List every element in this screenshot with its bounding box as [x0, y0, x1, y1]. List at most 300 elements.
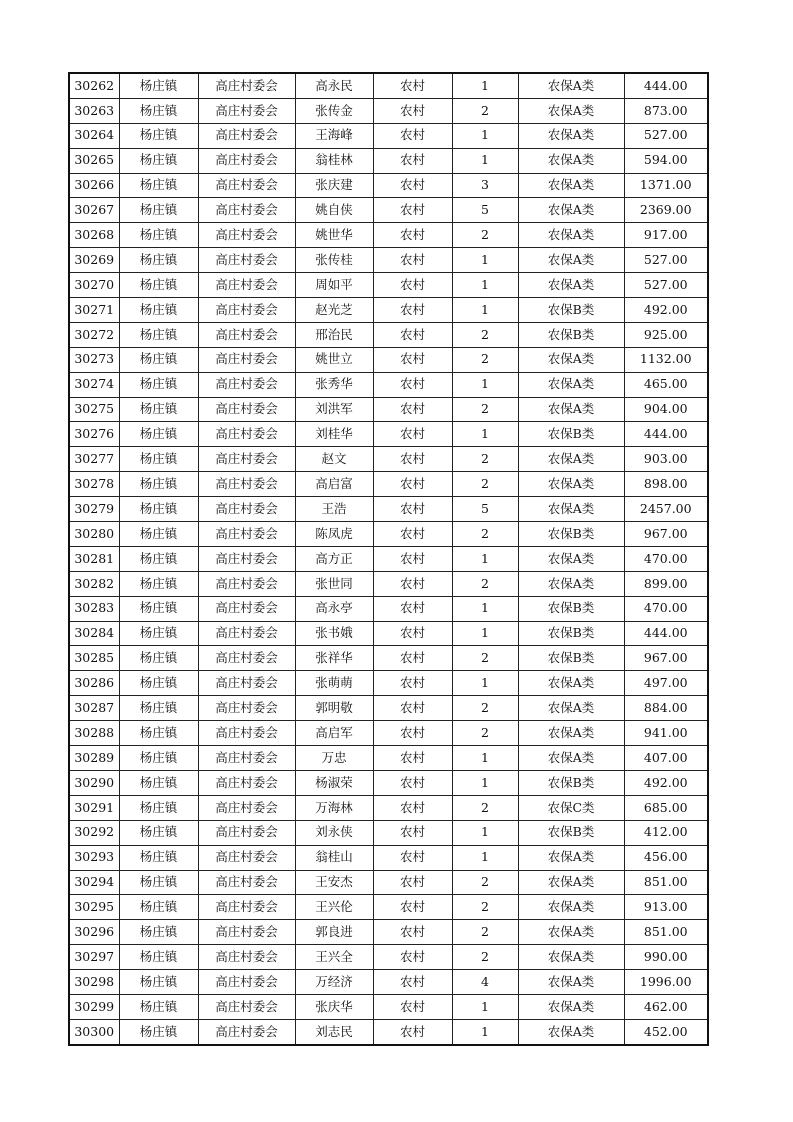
- record-id-cell: 30272: [69, 322, 119, 347]
- area-type-cell: 农村: [373, 422, 452, 447]
- town-cell: 杨庄镇: [119, 870, 198, 895]
- insurance-class-cell: 农保A类: [518, 945, 624, 970]
- insurance-class-cell: 农保A类: [518, 472, 624, 497]
- record-id-cell: 30266: [69, 173, 119, 198]
- table-row: [69, 298, 708, 323]
- table-row: [69, 845, 708, 870]
- name-cell: 杨淑荣: [295, 770, 373, 795]
- table-row: [69, 721, 708, 746]
- town-cell: 杨庄镇: [119, 397, 198, 422]
- area-type-cell: 农村: [373, 721, 452, 746]
- name-cell: 刘永侠: [295, 820, 373, 845]
- insurance-class-cell: 农保A类: [518, 970, 624, 995]
- insurance-class-cell: 农保C类: [518, 795, 624, 820]
- insurance-class-cell: 农保A类: [518, 497, 624, 522]
- insurance-class-cell: 农保B类: [518, 322, 624, 347]
- insurance-class-cell: 农保A类: [518, 845, 624, 870]
- household-size-cell: 2: [452, 347, 518, 372]
- table-row: [69, 820, 708, 845]
- record-id-cell: 30298: [69, 970, 119, 995]
- area-type-cell: 农村: [373, 522, 452, 547]
- town-cell: 杨庄镇: [119, 746, 198, 771]
- name-cell: 高启军: [295, 721, 373, 746]
- village-committee-cell: 高庄村委会: [198, 223, 295, 248]
- record-id-cell: 30280: [69, 522, 119, 547]
- name-cell: 赵光芝: [295, 298, 373, 323]
- record-id-cell: 30262: [69, 73, 119, 98]
- household-size-cell: 1: [452, 123, 518, 148]
- record-id-cell: 30264: [69, 123, 119, 148]
- household-size-cell: 2: [452, 571, 518, 596]
- area-type-cell: 农村: [373, 497, 452, 522]
- town-cell: 杨庄镇: [119, 273, 198, 298]
- name-cell: 张传桂: [295, 248, 373, 273]
- name-cell: 邢治民: [295, 322, 373, 347]
- village-committee-cell: 高庄村委会: [198, 1019, 295, 1044]
- insurance-class-cell: 农保A类: [518, 1019, 624, 1044]
- table-row: [69, 497, 708, 522]
- name-cell: 张祥华: [295, 646, 373, 671]
- household-size-cell: 1: [452, 273, 518, 298]
- insurance-class-cell: 农保A类: [518, 746, 624, 771]
- town-cell: 杨庄镇: [119, 98, 198, 123]
- insurance-class-cell: 农保B类: [518, 621, 624, 646]
- area-type-cell: 农村: [373, 646, 452, 671]
- area-type-cell: 农村: [373, 596, 452, 621]
- insurance-class-cell: 农保B类: [518, 596, 624, 621]
- area-type-cell: 农村: [373, 920, 452, 945]
- insurance-class-cell: 农保B类: [518, 298, 624, 323]
- record-id-cell: 30288: [69, 721, 119, 746]
- household-size-cell: 2: [452, 98, 518, 123]
- area-type-cell: 农村: [373, 945, 452, 970]
- household-size-cell: 1: [452, 422, 518, 447]
- table-row: [69, 522, 708, 547]
- name-cell: 王海峰: [295, 123, 373, 148]
- town-cell: 杨庄镇: [119, 322, 198, 347]
- town-cell: 杨庄镇: [119, 198, 198, 223]
- insurance-class-cell: 农保A类: [518, 671, 624, 696]
- household-size-cell: 2: [452, 721, 518, 746]
- town-cell: 杨庄镇: [119, 1019, 198, 1044]
- insurance-class-cell: 农保A类: [518, 98, 624, 123]
- amount-cell: 407.00: [624, 746, 708, 771]
- village-committee-cell: 高庄村委会: [198, 596, 295, 621]
- area-type-cell: 农村: [373, 671, 452, 696]
- insurance-class-cell: 农保A类: [518, 447, 624, 472]
- town-cell: 杨庄镇: [119, 298, 198, 323]
- table-row: [69, 148, 708, 173]
- amount-cell: 470.00: [624, 546, 708, 571]
- area-type-cell: 农村: [373, 970, 452, 995]
- household-size-cell: 2: [452, 223, 518, 248]
- village-committee-cell: 高庄村委会: [198, 347, 295, 372]
- amount-cell: 941.00: [624, 721, 708, 746]
- town-cell: 杨庄镇: [119, 970, 198, 995]
- table-row: [69, 546, 708, 571]
- amount-cell: 685.00: [624, 795, 708, 820]
- town-cell: 杨庄镇: [119, 347, 198, 372]
- insurance-class-cell: 农保A类: [518, 372, 624, 397]
- household-size-cell: 1: [452, 820, 518, 845]
- amount-cell: 444.00: [624, 422, 708, 447]
- town-cell: 杨庄镇: [119, 770, 198, 795]
- insurance-class-cell: 农保B类: [518, 820, 624, 845]
- household-size-cell: 1: [452, 148, 518, 173]
- area-type-cell: 农村: [373, 696, 452, 721]
- village-committee-cell: 高庄村委会: [198, 73, 295, 98]
- household-size-cell: 2: [452, 322, 518, 347]
- village-committee-cell: 高庄村委会: [198, 422, 295, 447]
- record-id-cell: 30268: [69, 223, 119, 248]
- area-type-cell: 农村: [373, 198, 452, 223]
- amount-cell: 904.00: [624, 397, 708, 422]
- town-cell: 杨庄镇: [119, 148, 198, 173]
- insurance-class-cell: 农保A类: [518, 73, 624, 98]
- town-cell: 杨庄镇: [119, 522, 198, 547]
- name-cell: 张秀华: [295, 372, 373, 397]
- town-cell: 杨庄镇: [119, 447, 198, 472]
- table-row: [69, 422, 708, 447]
- table-row: [69, 571, 708, 596]
- amount-cell: 444.00: [624, 621, 708, 646]
- record-id-cell: 30274: [69, 372, 119, 397]
- name-cell: 张传金: [295, 98, 373, 123]
- record-id-cell: 30291: [69, 795, 119, 820]
- record-id-cell: 30269: [69, 248, 119, 273]
- table-row: [69, 696, 708, 721]
- area-type-cell: 农村: [373, 173, 452, 198]
- insurance-class-cell: 农保A类: [518, 273, 624, 298]
- record-id-cell: 30293: [69, 845, 119, 870]
- insurance-class-cell: 农保A类: [518, 895, 624, 920]
- record-id-cell: 30278: [69, 472, 119, 497]
- amount-cell: 527.00: [624, 123, 708, 148]
- table-row: [69, 322, 708, 347]
- table-row: [69, 945, 708, 970]
- household-size-cell: 1: [452, 994, 518, 1019]
- insurance-class-cell: 农保B类: [518, 770, 624, 795]
- town-cell: 杨庄镇: [119, 820, 198, 845]
- household-size-cell: 1: [452, 73, 518, 98]
- household-size-cell: 2: [452, 447, 518, 472]
- town-cell: 杨庄镇: [119, 472, 198, 497]
- town-cell: 杨庄镇: [119, 895, 198, 920]
- amount-cell: 898.00: [624, 472, 708, 497]
- amount-cell: 2457.00: [624, 497, 708, 522]
- town-cell: 杨庄镇: [119, 696, 198, 721]
- village-committee-cell: 高庄村委会: [198, 522, 295, 547]
- name-cell: 万忠: [295, 746, 373, 771]
- name-cell: 张世同: [295, 571, 373, 596]
- record-id-cell: 30276: [69, 422, 119, 447]
- household-size-cell: 2: [452, 646, 518, 671]
- table-row: [69, 596, 708, 621]
- area-type-cell: 农村: [373, 472, 452, 497]
- table-row: [69, 347, 708, 372]
- name-cell: 高方正: [295, 546, 373, 571]
- table-row: [69, 198, 708, 223]
- insurance-class-cell: 农保A类: [518, 397, 624, 422]
- household-size-cell: 2: [452, 920, 518, 945]
- insurance-class-cell: 农保A类: [518, 148, 624, 173]
- village-committee-cell: 高庄村委会: [198, 248, 295, 273]
- record-id-cell: 30267: [69, 198, 119, 223]
- village-committee-cell: 高庄村委会: [198, 148, 295, 173]
- record-id-cell: 30294: [69, 870, 119, 895]
- area-type-cell: 农村: [373, 123, 452, 148]
- village-committee-cell: 高庄村委会: [198, 746, 295, 771]
- town-cell: 杨庄镇: [119, 646, 198, 671]
- name-cell: 王浩: [295, 497, 373, 522]
- town-cell: 杨庄镇: [119, 671, 198, 696]
- name-cell: 周如平: [295, 273, 373, 298]
- amount-cell: 456.00: [624, 845, 708, 870]
- amount-cell: 465.00: [624, 372, 708, 397]
- area-type-cell: 农村: [373, 546, 452, 571]
- village-committee-cell: 高庄村委会: [198, 472, 295, 497]
- village-committee-cell: 高庄村委会: [198, 123, 295, 148]
- village-committee-cell: 高庄村委会: [198, 621, 295, 646]
- record-id-cell: 30299: [69, 994, 119, 1019]
- insurance-class-cell: 农保A类: [518, 571, 624, 596]
- household-size-cell: 2: [452, 397, 518, 422]
- area-type-cell: 农村: [373, 223, 452, 248]
- household-size-cell: 2: [452, 870, 518, 895]
- town-cell: 杨庄镇: [119, 173, 198, 198]
- name-cell: 刘桂华: [295, 422, 373, 447]
- amount-cell: 470.00: [624, 596, 708, 621]
- town-cell: 杨庄镇: [119, 721, 198, 746]
- amount-cell: 990.00: [624, 945, 708, 970]
- town-cell: 杨庄镇: [119, 73, 198, 98]
- insurance-class-cell: 农保A类: [518, 173, 624, 198]
- village-committee-cell: 高庄村委会: [198, 994, 295, 1019]
- name-cell: 刘洪军: [295, 397, 373, 422]
- village-committee-cell: 高庄村委会: [198, 671, 295, 696]
- amount-cell: 412.00: [624, 820, 708, 845]
- amount-cell: 917.00: [624, 223, 708, 248]
- table-row: [69, 970, 708, 995]
- record-id-cell: 30282: [69, 571, 119, 596]
- amount-cell: 967.00: [624, 522, 708, 547]
- village-committee-cell: 高庄村委会: [198, 98, 295, 123]
- amount-cell: 967.00: [624, 646, 708, 671]
- name-cell: 刘志民: [295, 1019, 373, 1044]
- household-size-cell: 1: [452, 746, 518, 771]
- area-type-cell: 农村: [373, 397, 452, 422]
- amount-cell: 899.00: [624, 571, 708, 596]
- amount-cell: 1132.00: [624, 347, 708, 372]
- insurance-class-cell: 农保A类: [518, 198, 624, 223]
- name-cell: 万经济: [295, 970, 373, 995]
- amount-cell: 903.00: [624, 447, 708, 472]
- amount-cell: 884.00: [624, 696, 708, 721]
- table-row: [69, 870, 708, 895]
- insurance-class-cell: 农保B类: [518, 422, 624, 447]
- record-id-cell: 30270: [69, 273, 119, 298]
- insurance-class-cell: 农保B类: [518, 522, 624, 547]
- household-size-cell: 1: [452, 372, 518, 397]
- amount-cell: 873.00: [624, 98, 708, 123]
- household-size-cell: 5: [452, 198, 518, 223]
- town-cell: 杨庄镇: [119, 422, 198, 447]
- town-cell: 杨庄镇: [119, 372, 198, 397]
- household-size-cell: 1: [452, 1019, 518, 1044]
- table-row: [69, 123, 708, 148]
- town-cell: 杨庄镇: [119, 994, 198, 1019]
- area-type-cell: 农村: [373, 571, 452, 596]
- area-type-cell: 农村: [373, 98, 452, 123]
- area-type-cell: 农村: [373, 770, 452, 795]
- table-row: [69, 73, 708, 98]
- table-row: [69, 795, 708, 820]
- village-committee-cell: 高庄村委会: [198, 646, 295, 671]
- name-cell: 姚世立: [295, 347, 373, 372]
- household-size-cell: 2: [452, 522, 518, 547]
- village-committee-cell: 高庄村委会: [198, 795, 295, 820]
- household-size-cell: 2: [452, 945, 518, 970]
- insurance-class-cell: 农保A类: [518, 870, 624, 895]
- table-row: [69, 273, 708, 298]
- village-committee-cell: 高庄村委会: [198, 820, 295, 845]
- amount-cell: 492.00: [624, 298, 708, 323]
- village-committee-cell: 高庄村委会: [198, 696, 295, 721]
- record-id-cell: 30286: [69, 671, 119, 696]
- household-size-cell: 2: [452, 696, 518, 721]
- village-committee-cell: 高庄村委会: [198, 173, 295, 198]
- insurance-class-cell: 农保A类: [518, 721, 624, 746]
- name-cell: 翁桂林: [295, 148, 373, 173]
- town-cell: 杨庄镇: [119, 223, 198, 248]
- area-type-cell: 农村: [373, 322, 452, 347]
- record-id-cell: 30265: [69, 148, 119, 173]
- table-row: [69, 223, 708, 248]
- insurance-class-cell: 农保A类: [518, 696, 624, 721]
- household-size-cell: 2: [452, 795, 518, 820]
- area-type-cell: 农村: [373, 845, 452, 870]
- data-table: [68, 72, 709, 1046]
- insurance-class-cell: 农保A类: [518, 123, 624, 148]
- insurance-class-cell: 农保A类: [518, 347, 624, 372]
- household-size-cell: 5: [452, 497, 518, 522]
- table-row: [69, 994, 708, 1019]
- village-committee-cell: 高庄村委会: [198, 571, 295, 596]
- name-cell: 高永民: [295, 73, 373, 98]
- insurance-class-cell: 农保A类: [518, 248, 624, 273]
- name-cell: 张萌萌: [295, 671, 373, 696]
- area-type-cell: 农村: [373, 795, 452, 820]
- village-committee-cell: 高庄村委会: [198, 721, 295, 746]
- household-size-cell: 4: [452, 970, 518, 995]
- table-row: [69, 1019, 708, 1044]
- town-cell: 杨庄镇: [119, 845, 198, 870]
- village-committee-cell: 高庄村委会: [198, 546, 295, 571]
- area-type-cell: 农村: [373, 372, 452, 397]
- area-type-cell: 农村: [373, 347, 452, 372]
- area-type-cell: 农村: [373, 870, 452, 895]
- insurance-class-cell: 农保A类: [518, 994, 624, 1019]
- household-size-cell: 1: [452, 845, 518, 870]
- name-cell: 姚自侠: [295, 198, 373, 223]
- table-row: [69, 248, 708, 273]
- amount-cell: 462.00: [624, 994, 708, 1019]
- record-id-cell: 30284: [69, 621, 119, 646]
- amount-cell: 594.00: [624, 148, 708, 173]
- name-cell: 王安杰: [295, 870, 373, 895]
- amount-cell: 1371.00: [624, 173, 708, 198]
- name-cell: 张书娥: [295, 621, 373, 646]
- name-cell: 高启富: [295, 472, 373, 497]
- table-body: [69, 73, 708, 1045]
- insurance-class-cell: 农保A类: [518, 920, 624, 945]
- table-row: [69, 173, 708, 198]
- record-id-cell: 30283: [69, 596, 119, 621]
- name-cell: 姚世华: [295, 223, 373, 248]
- village-committee-cell: 高庄村委会: [198, 845, 295, 870]
- table-row: [69, 671, 708, 696]
- insurance-class-cell: 农保A类: [518, 546, 624, 571]
- table-row: [69, 646, 708, 671]
- area-type-cell: 农村: [373, 746, 452, 771]
- household-size-cell: 1: [452, 546, 518, 571]
- town-cell: 杨庄镇: [119, 945, 198, 970]
- record-id-cell: 30289: [69, 746, 119, 771]
- record-id-cell: 30300: [69, 1019, 119, 1044]
- household-size-cell: 1: [452, 621, 518, 646]
- area-type-cell: 农村: [373, 1019, 452, 1044]
- household-size-cell: 1: [452, 248, 518, 273]
- household-size-cell: 1: [452, 596, 518, 621]
- area-type-cell: 农村: [373, 273, 452, 298]
- record-id-cell: 30273: [69, 347, 119, 372]
- area-type-cell: 农村: [373, 820, 452, 845]
- name-cell: 王兴全: [295, 945, 373, 970]
- name-cell: 赵文: [295, 447, 373, 472]
- amount-cell: 527.00: [624, 248, 708, 273]
- town-cell: 杨庄镇: [119, 920, 198, 945]
- village-committee-cell: 高庄村委会: [198, 920, 295, 945]
- town-cell: 杨庄镇: [119, 571, 198, 596]
- table-row: [69, 770, 708, 795]
- name-cell: 张庆华: [295, 994, 373, 1019]
- table-row: [69, 920, 708, 945]
- village-committee-cell: 高庄村委会: [198, 895, 295, 920]
- amount-cell: 497.00: [624, 671, 708, 696]
- record-id-cell: 30263: [69, 98, 119, 123]
- record-id-cell: 30285: [69, 646, 119, 671]
- household-size-cell: 1: [452, 770, 518, 795]
- household-size-cell: 1: [452, 671, 518, 696]
- insurance-class-cell: 农保A类: [518, 223, 624, 248]
- amount-cell: 492.00: [624, 770, 708, 795]
- name-cell: 翁桂山: [295, 845, 373, 870]
- household-size-cell: 2: [452, 895, 518, 920]
- town-cell: 杨庄镇: [119, 596, 198, 621]
- record-id-cell: 30296: [69, 920, 119, 945]
- table-row: [69, 472, 708, 497]
- town-cell: 杨庄镇: [119, 795, 198, 820]
- village-committee-cell: 高庄村委会: [198, 945, 295, 970]
- name-cell: 高永亭: [295, 596, 373, 621]
- area-type-cell: 农村: [373, 248, 452, 273]
- record-id-cell: 30271: [69, 298, 119, 323]
- insurance-class-cell: 农保B类: [518, 646, 624, 671]
- name-cell: 陈凤虎: [295, 522, 373, 547]
- name-cell: 王兴伦: [295, 895, 373, 920]
- amount-cell: 925.00: [624, 322, 708, 347]
- area-type-cell: 农村: [373, 895, 452, 920]
